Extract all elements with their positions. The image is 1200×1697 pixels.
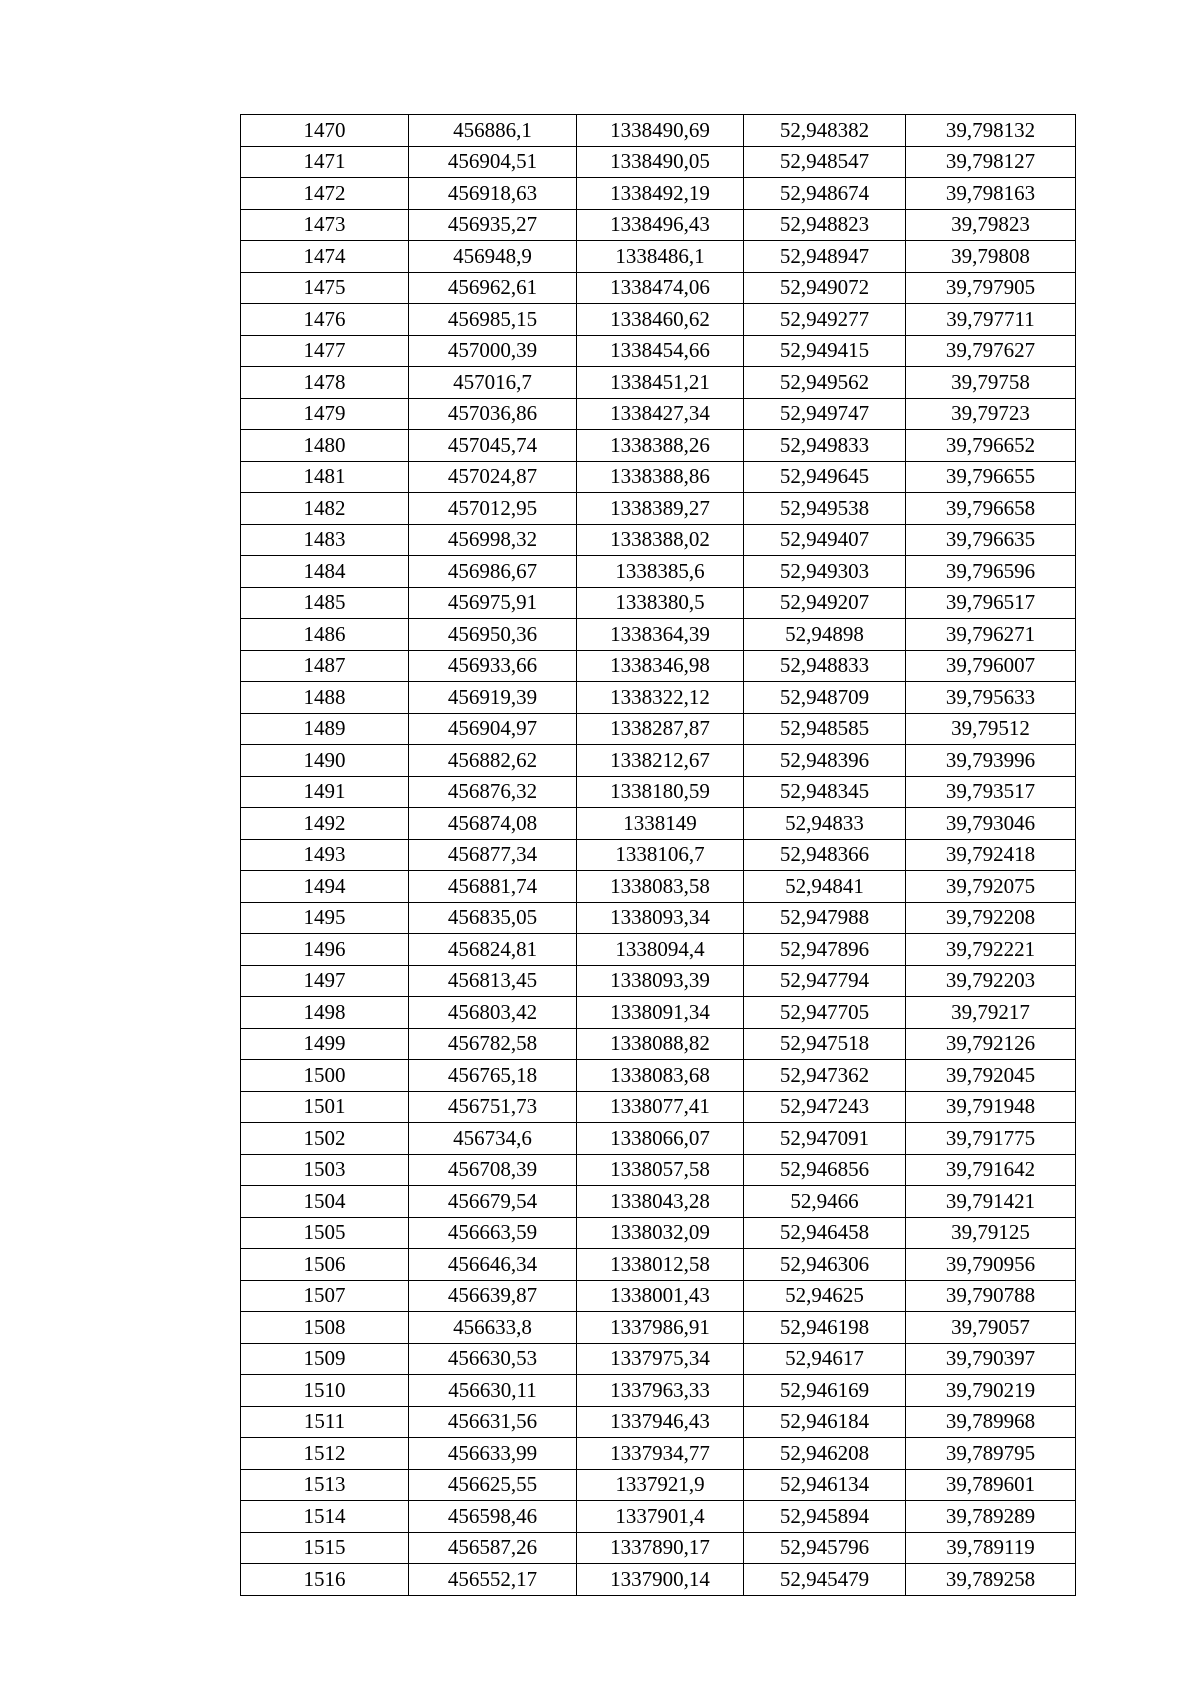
point-number-cell: 1501 (241, 1091, 409, 1123)
latitude-cell: 52,949303 (744, 556, 906, 588)
longitude-cell: 39,792045 (906, 1060, 1076, 1092)
longitude-cell: 39,792126 (906, 1028, 1076, 1060)
x-coordinate-cell: 456919,39 (409, 682, 577, 714)
y-coordinate-cell: 1337963,33 (577, 1375, 744, 1407)
y-coordinate-cell: 1337900,14 (577, 1564, 744, 1596)
longitude-cell: 39,798163 (906, 178, 1076, 210)
x-coordinate-cell: 456824,81 (409, 934, 577, 966)
point-number-cell: 1511 (241, 1406, 409, 1438)
point-number-cell: 1486 (241, 619, 409, 651)
point-number-cell: 1509 (241, 1343, 409, 1375)
latitude-cell: 52,949747 (744, 398, 906, 430)
y-coordinate-cell: 1338490,69 (577, 115, 744, 147)
longitude-cell: 39,789119 (906, 1532, 1076, 1564)
x-coordinate-cell: 456639,87 (409, 1280, 577, 1312)
x-coordinate-cell: 456877,34 (409, 839, 577, 871)
x-coordinate-cell: 457024,87 (409, 461, 577, 493)
table-row (241, 776, 1076, 808)
latitude-cell: 52,94625 (744, 1280, 906, 1312)
x-coordinate-cell: 457036,86 (409, 398, 577, 430)
longitude-cell: 39,79217 (906, 997, 1076, 1029)
x-coordinate-cell: 456765,18 (409, 1060, 577, 1092)
x-coordinate-cell: 456708,39 (409, 1154, 577, 1186)
longitude-cell: 39,789289 (906, 1501, 1076, 1533)
y-coordinate-cell: 1338149 (577, 808, 744, 840)
table-row (241, 1154, 1076, 1186)
point-number-cell: 1508 (241, 1312, 409, 1344)
point-number-cell: 1488 (241, 682, 409, 714)
point-number-cell: 1513 (241, 1469, 409, 1501)
latitude-cell: 52,948947 (744, 241, 906, 273)
table-row (241, 1186, 1076, 1218)
table-row (241, 902, 1076, 934)
y-coordinate-cell: 1338094,4 (577, 934, 744, 966)
latitude-cell: 52,947896 (744, 934, 906, 966)
x-coordinate-cell: 456803,42 (409, 997, 577, 1029)
table-row (241, 1438, 1076, 1470)
x-coordinate-cell: 456904,51 (409, 146, 577, 178)
longitude-cell: 39,797711 (906, 304, 1076, 336)
point-number-cell: 1481 (241, 461, 409, 493)
longitude-cell: 39,797905 (906, 272, 1076, 304)
y-coordinate-cell: 1338083,68 (577, 1060, 744, 1092)
point-number-cell: 1496 (241, 934, 409, 966)
x-coordinate-cell: 456679,54 (409, 1186, 577, 1218)
longitude-cell: 39,792203 (906, 965, 1076, 997)
longitude-cell: 39,797627 (906, 335, 1076, 367)
y-coordinate-cell: 1338012,58 (577, 1249, 744, 1281)
longitude-cell: 39,789601 (906, 1469, 1076, 1501)
table-row (241, 1375, 1076, 1407)
y-coordinate-cell: 1338388,26 (577, 430, 744, 462)
table-row (241, 335, 1076, 367)
table-row (241, 1217, 1076, 1249)
table-row (241, 587, 1076, 619)
point-number-cell: 1477 (241, 335, 409, 367)
table-row (241, 965, 1076, 997)
latitude-cell: 52,947794 (744, 965, 906, 997)
longitude-cell: 39,791948 (906, 1091, 1076, 1123)
y-coordinate-cell: 1337921,9 (577, 1469, 744, 1501)
latitude-cell: 52,949407 (744, 524, 906, 556)
latitude-cell: 52,949072 (744, 272, 906, 304)
longitude-cell: 39,790219 (906, 1375, 1076, 1407)
x-coordinate-cell: 456630,11 (409, 1375, 577, 1407)
latitude-cell: 52,949833 (744, 430, 906, 462)
point-number-cell: 1495 (241, 902, 409, 934)
point-number-cell: 1485 (241, 587, 409, 619)
x-coordinate-cell: 456886,1 (409, 115, 577, 147)
y-coordinate-cell: 1337890,17 (577, 1532, 744, 1564)
table-row (241, 1123, 1076, 1155)
point-number-cell: 1498 (241, 997, 409, 1029)
x-coordinate-cell: 456918,63 (409, 178, 577, 210)
point-number-cell: 1484 (241, 556, 409, 588)
latitude-cell: 52,948585 (744, 713, 906, 745)
table-row (241, 997, 1076, 1029)
x-coordinate-cell: 456904,97 (409, 713, 577, 745)
latitude-cell: 52,947988 (744, 902, 906, 934)
latitude-cell: 52,945894 (744, 1501, 906, 1533)
longitude-cell: 39,796635 (906, 524, 1076, 556)
point-number-cell: 1478 (241, 367, 409, 399)
coordinates-table (240, 114, 1076, 1596)
table-row (241, 115, 1076, 147)
table-row (241, 524, 1076, 556)
point-number-cell: 1507 (241, 1280, 409, 1312)
latitude-cell: 52,94898 (744, 619, 906, 651)
y-coordinate-cell: 1338388,02 (577, 524, 744, 556)
latitude-cell: 52,945796 (744, 1532, 906, 1564)
point-number-cell: 1475 (241, 272, 409, 304)
table-row (241, 1501, 1076, 1533)
table-row (241, 1312, 1076, 1344)
y-coordinate-cell: 1338180,59 (577, 776, 744, 808)
longitude-cell: 39,79125 (906, 1217, 1076, 1249)
x-coordinate-cell: 456882,62 (409, 745, 577, 777)
table-row (241, 1469, 1076, 1501)
longitude-cell: 39,79808 (906, 241, 1076, 273)
table-row (241, 1532, 1076, 1564)
table-row (241, 556, 1076, 588)
point-number-cell: 1471 (241, 146, 409, 178)
x-coordinate-cell: 456625,55 (409, 1469, 577, 1501)
x-coordinate-cell: 456948,9 (409, 241, 577, 273)
x-coordinate-cell: 456813,45 (409, 965, 577, 997)
longitude-cell: 39,791642 (906, 1154, 1076, 1186)
latitude-cell: 52,946856 (744, 1154, 906, 1186)
latitude-cell: 52,946458 (744, 1217, 906, 1249)
latitude-cell: 52,946184 (744, 1406, 906, 1438)
longitude-cell: 39,789258 (906, 1564, 1076, 1596)
x-coordinate-cell: 456985,15 (409, 304, 577, 336)
y-coordinate-cell: 1338346,98 (577, 650, 744, 682)
longitude-cell: 39,789968 (906, 1406, 1076, 1438)
x-coordinate-cell: 456874,08 (409, 808, 577, 840)
point-number-cell: 1494 (241, 871, 409, 903)
latitude-cell: 52,948345 (744, 776, 906, 808)
longitude-cell: 39,792221 (906, 934, 1076, 966)
x-coordinate-cell: 456633,8 (409, 1312, 577, 1344)
longitude-cell: 39,792075 (906, 871, 1076, 903)
x-coordinate-cell: 456876,32 (409, 776, 577, 808)
y-coordinate-cell: 1338212,67 (577, 745, 744, 777)
y-coordinate-cell: 1337986,91 (577, 1312, 744, 1344)
longitude-cell: 39,790788 (906, 1280, 1076, 1312)
latitude-cell: 52,946169 (744, 1375, 906, 1407)
table-row (241, 178, 1076, 210)
table-row (241, 367, 1076, 399)
table-row (241, 398, 1076, 430)
longitude-cell: 39,789795 (906, 1438, 1076, 1470)
point-number-cell: 1505 (241, 1217, 409, 1249)
longitude-cell: 39,790956 (906, 1249, 1076, 1281)
latitude-cell: 52,946306 (744, 1249, 906, 1281)
latitude-cell: 52,949562 (744, 367, 906, 399)
latitude-cell: 52,947705 (744, 997, 906, 1029)
latitude-cell: 52,948709 (744, 682, 906, 714)
longitude-cell: 39,796652 (906, 430, 1076, 462)
x-coordinate-cell: 456734,6 (409, 1123, 577, 1155)
y-coordinate-cell: 1337901,4 (577, 1501, 744, 1533)
y-coordinate-cell: 1338322,12 (577, 682, 744, 714)
y-coordinate-cell: 1338385,6 (577, 556, 744, 588)
x-coordinate-cell: 456950,36 (409, 619, 577, 651)
latitude-cell: 52,947243 (744, 1091, 906, 1123)
x-coordinate-cell: 457012,95 (409, 493, 577, 525)
x-coordinate-cell: 456935,27 (409, 209, 577, 241)
table-row (241, 713, 1076, 745)
x-coordinate-cell: 456835,05 (409, 902, 577, 934)
longitude-cell: 39,796655 (906, 461, 1076, 493)
x-coordinate-cell: 456552,17 (409, 1564, 577, 1596)
latitude-cell: 52,9466 (744, 1186, 906, 1218)
point-number-cell: 1479 (241, 398, 409, 430)
x-coordinate-cell: 456598,46 (409, 1501, 577, 1533)
latitude-cell: 52,948823 (744, 209, 906, 241)
latitude-cell: 52,949645 (744, 461, 906, 493)
point-number-cell: 1500 (241, 1060, 409, 1092)
table-row (241, 745, 1076, 777)
latitude-cell: 52,949415 (744, 335, 906, 367)
point-number-cell: 1499 (241, 1028, 409, 1060)
y-coordinate-cell: 1338106,7 (577, 839, 744, 871)
longitude-cell: 39,793517 (906, 776, 1076, 808)
table-row (241, 682, 1076, 714)
latitude-cell: 52,946134 (744, 1469, 906, 1501)
x-coordinate-cell: 456975,91 (409, 587, 577, 619)
point-number-cell: 1476 (241, 304, 409, 336)
longitude-cell: 39,796271 (906, 619, 1076, 651)
latitude-cell: 52,948547 (744, 146, 906, 178)
x-coordinate-cell: 456751,73 (409, 1091, 577, 1123)
latitude-cell: 52,947362 (744, 1060, 906, 1092)
y-coordinate-cell: 1338057,58 (577, 1154, 744, 1186)
x-coordinate-cell: 456962,61 (409, 272, 577, 304)
y-coordinate-cell: 1337946,43 (577, 1406, 744, 1438)
table-row (241, 871, 1076, 903)
y-coordinate-cell: 1338066,07 (577, 1123, 744, 1155)
y-coordinate-cell: 1338496,43 (577, 209, 744, 241)
point-number-cell: 1504 (241, 1186, 409, 1218)
x-coordinate-cell: 456663,59 (409, 1217, 577, 1249)
x-coordinate-cell: 456933,66 (409, 650, 577, 682)
point-number-cell: 1515 (241, 1532, 409, 1564)
point-number-cell: 1510 (241, 1375, 409, 1407)
longitude-cell: 39,792418 (906, 839, 1076, 871)
table-row (241, 272, 1076, 304)
latitude-cell: 52,94833 (744, 808, 906, 840)
y-coordinate-cell: 1338088,82 (577, 1028, 744, 1060)
point-number-cell: 1491 (241, 776, 409, 808)
y-coordinate-cell: 1338001,43 (577, 1280, 744, 1312)
y-coordinate-cell: 1338032,09 (577, 1217, 744, 1249)
latitude-cell: 52,94617 (744, 1343, 906, 1375)
longitude-cell: 39,795633 (906, 682, 1076, 714)
table-row (241, 461, 1076, 493)
longitude-cell: 39,791421 (906, 1186, 1076, 1218)
y-coordinate-cell: 1338083,58 (577, 871, 744, 903)
coordinates-table-body (241, 115, 1076, 1596)
y-coordinate-cell: 1338091,34 (577, 997, 744, 1029)
point-number-cell: 1474 (241, 241, 409, 273)
y-coordinate-cell: 1337934,77 (577, 1438, 744, 1470)
point-number-cell: 1487 (241, 650, 409, 682)
y-coordinate-cell: 1338093,39 (577, 965, 744, 997)
point-number-cell: 1482 (241, 493, 409, 525)
point-number-cell: 1473 (241, 209, 409, 241)
x-coordinate-cell: 456646,34 (409, 1249, 577, 1281)
x-coordinate-cell: 456986,67 (409, 556, 577, 588)
latitude-cell: 52,947518 (744, 1028, 906, 1060)
latitude-cell: 52,945479 (744, 1564, 906, 1596)
table-row (241, 1406, 1076, 1438)
point-number-cell: 1472 (241, 178, 409, 210)
point-number-cell: 1516 (241, 1564, 409, 1596)
table-row (241, 619, 1076, 651)
latitude-cell: 52,949207 (744, 587, 906, 619)
table-row (241, 241, 1076, 273)
longitude-cell: 39,79823 (906, 209, 1076, 241)
y-coordinate-cell: 1338474,06 (577, 272, 744, 304)
y-coordinate-cell: 1338454,66 (577, 335, 744, 367)
table-row (241, 934, 1076, 966)
longitude-cell: 39,796658 (906, 493, 1076, 525)
y-coordinate-cell: 1338389,27 (577, 493, 744, 525)
point-number-cell: 1480 (241, 430, 409, 462)
table-row (241, 209, 1076, 241)
longitude-cell: 39,796007 (906, 650, 1076, 682)
point-number-cell: 1503 (241, 1154, 409, 1186)
y-coordinate-cell: 1338492,19 (577, 178, 744, 210)
longitude-cell: 39,796517 (906, 587, 1076, 619)
point-number-cell: 1512 (241, 1438, 409, 1470)
longitude-cell: 39,790397 (906, 1343, 1076, 1375)
latitude-cell: 52,948833 (744, 650, 906, 682)
x-coordinate-cell: 456782,58 (409, 1028, 577, 1060)
latitude-cell: 52,949277 (744, 304, 906, 336)
table-row (241, 430, 1076, 462)
longitude-cell: 39,796596 (906, 556, 1076, 588)
x-coordinate-cell: 456881,74 (409, 871, 577, 903)
y-coordinate-cell: 1337975,34 (577, 1343, 744, 1375)
x-coordinate-cell: 456998,32 (409, 524, 577, 556)
table-row (241, 146, 1076, 178)
y-coordinate-cell: 1338388,86 (577, 461, 744, 493)
longitude-cell: 39,79723 (906, 398, 1076, 430)
y-coordinate-cell: 1338427,34 (577, 398, 744, 430)
table-row (241, 1280, 1076, 1312)
longitude-cell: 39,793996 (906, 745, 1076, 777)
latitude-cell: 52,948674 (744, 178, 906, 210)
point-number-cell: 1493 (241, 839, 409, 871)
longitude-cell: 39,791775 (906, 1123, 1076, 1155)
y-coordinate-cell: 1338451,21 (577, 367, 744, 399)
latitude-cell: 52,946208 (744, 1438, 906, 1470)
table-row (241, 1091, 1076, 1123)
x-coordinate-cell: 457000,39 (409, 335, 577, 367)
y-coordinate-cell: 1338093,34 (577, 902, 744, 934)
x-coordinate-cell: 457045,74 (409, 430, 577, 462)
x-coordinate-cell: 457016,7 (409, 367, 577, 399)
y-coordinate-cell: 1338486,1 (577, 241, 744, 273)
point-number-cell: 1502 (241, 1123, 409, 1155)
longitude-cell: 39,792208 (906, 902, 1076, 934)
x-coordinate-cell: 456631,56 (409, 1406, 577, 1438)
y-coordinate-cell: 1338043,28 (577, 1186, 744, 1218)
point-number-cell: 1497 (241, 965, 409, 997)
y-coordinate-cell: 1338364,39 (577, 619, 744, 651)
point-number-cell: 1492 (241, 808, 409, 840)
table-row (241, 1564, 1076, 1596)
table-row (241, 839, 1076, 871)
table-row (241, 493, 1076, 525)
y-coordinate-cell: 1338287,87 (577, 713, 744, 745)
table-row (241, 1060, 1076, 1092)
point-number-cell: 1514 (241, 1501, 409, 1533)
table-row (241, 304, 1076, 336)
latitude-cell: 52,947091 (744, 1123, 906, 1155)
longitude-cell: 39,79758 (906, 367, 1076, 399)
y-coordinate-cell: 1338460,62 (577, 304, 744, 336)
latitude-cell: 52,948366 (744, 839, 906, 871)
longitude-cell: 39,79057 (906, 1312, 1076, 1344)
latitude-cell: 52,946198 (744, 1312, 906, 1344)
table-row (241, 808, 1076, 840)
table-row (241, 1249, 1076, 1281)
latitude-cell: 52,949538 (744, 493, 906, 525)
table-row (241, 1028, 1076, 1060)
point-number-cell: 1470 (241, 115, 409, 147)
table-row (241, 1343, 1076, 1375)
longitude-cell: 39,798127 (906, 146, 1076, 178)
x-coordinate-cell: 456630,53 (409, 1343, 577, 1375)
table-row (241, 650, 1076, 682)
x-coordinate-cell: 456633,99 (409, 1438, 577, 1470)
point-number-cell: 1489 (241, 713, 409, 745)
latitude-cell: 52,94841 (744, 871, 906, 903)
longitude-cell: 39,798132 (906, 115, 1076, 147)
latitude-cell: 52,948382 (744, 115, 906, 147)
longitude-cell: 39,79512 (906, 713, 1076, 745)
point-number-cell: 1490 (241, 745, 409, 777)
y-coordinate-cell: 1338077,41 (577, 1091, 744, 1123)
x-coordinate-cell: 456587,26 (409, 1532, 577, 1564)
point-number-cell: 1506 (241, 1249, 409, 1281)
latitude-cell: 52,948396 (744, 745, 906, 777)
point-number-cell: 1483 (241, 524, 409, 556)
y-coordinate-cell: 1338490,05 (577, 146, 744, 178)
y-coordinate-cell: 1338380,5 (577, 587, 744, 619)
longitude-cell: 39,793046 (906, 808, 1076, 840)
